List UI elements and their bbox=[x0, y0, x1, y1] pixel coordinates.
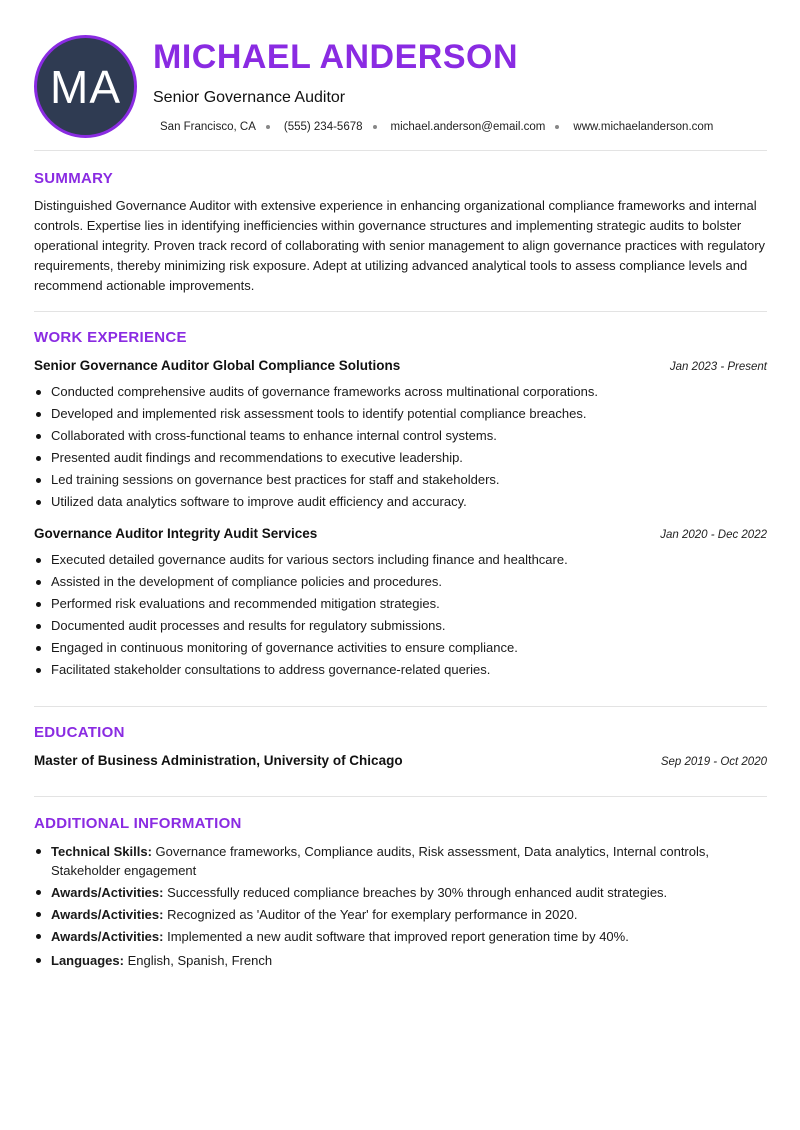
list-item bbox=[34, 842, 767, 880]
item-text: Implemented a new audit software that improved report generation time by 40%. bbox=[163, 929, 629, 944]
job-role: Senior Governance Auditor Global Compliance Solutions bbox=[34, 358, 401, 373]
education-heading: EDUCATION bbox=[34, 724, 125, 741]
list-item: Utilized data analytics software to improve audit efficiency and accuracy. bbox=[34, 491, 767, 513]
list-item: Presented audit findings and recommendations to executive leadership. bbox=[34, 447, 767, 469]
job-header bbox=[34, 358, 767, 373]
list-item: Documented audit processes and results for regulatory submissions. bbox=[34, 615, 767, 637]
item-label: Technical Skills: bbox=[51, 844, 152, 859]
item-text: Governance frameworks, Compliance audits, Risk assessment, Data analytics, Internal controls, Stakeholder engagement bbox=[51, 844, 709, 878]
job-dates: Jan 2020 - Dec 2022 bbox=[660, 529, 767, 541]
education-dates: Sep 2019 - Oct 2020 bbox=[660, 756, 767, 768]
contact-bar bbox=[160, 121, 713, 133]
section-divider bbox=[34, 796, 767, 797]
list-item: Engaged in continuous monitoring of governance activities to ensure compliance. bbox=[34, 637, 767, 659]
separator-dot bbox=[373, 125, 377, 129]
item-text: Successfully reduced compliance breaches by 30% through enhanced audit strategies. bbox=[163, 885, 668, 900]
job-bullets bbox=[34, 381, 767, 513]
item-label: Awards/Activities: bbox=[51, 885, 164, 900]
section-divider bbox=[34, 706, 767, 707]
item-text: English, Spanish, French bbox=[123, 953, 273, 968]
list-item bbox=[34, 905, 767, 924]
summary-heading: SUMMARY bbox=[34, 170, 114, 187]
item-label: Awards/Activities: bbox=[51, 929, 164, 944]
job-role: Governance Auditor Integrity Audit Services bbox=[34, 526, 318, 541]
list-item bbox=[34, 951, 767, 970]
avatar bbox=[34, 35, 137, 138]
list-item: Developed and implemented risk assessment tools to identify potential compliance breaches. bbox=[34, 403, 767, 425]
section-divider bbox=[34, 150, 767, 151]
avatar-initials: MA bbox=[50, 60, 121, 113]
item-label: Awards/Activities: bbox=[51, 907, 164, 922]
candidate-name: MICHAEL ANDERSON bbox=[153, 38, 519, 76]
contact-email[interactable]: michael.anderson@email.com bbox=[390, 121, 546, 133]
item-label: Languages: bbox=[51, 953, 124, 968]
list-item: Assisted in the development of compliance policies and procedures. bbox=[34, 571, 767, 593]
section-divider bbox=[34, 311, 767, 312]
degree: Master of Business Administration, University of Chicago bbox=[34, 753, 403, 768]
list-item: Facilitated stakeholder consultations to address governance-related queries. bbox=[34, 659, 767, 681]
separator-dot bbox=[266, 125, 270, 129]
contact-website[interactable]: www.michaelanderson.com bbox=[573, 121, 714, 133]
job-dates: Jan 2023 - Present bbox=[669, 361, 767, 373]
job-header bbox=[34, 526, 767, 541]
list-item: Performed risk evaluations and recommended mitigation strategies. bbox=[34, 593, 767, 615]
list-item bbox=[34, 883, 767, 902]
separator-dot bbox=[555, 125, 559, 129]
job-bullets bbox=[34, 549, 767, 681]
list-item bbox=[34, 927, 767, 946]
list-item: Collaborated with cross-functional teams to enhance internal control systems. bbox=[34, 425, 767, 447]
education-entry bbox=[34, 753, 767, 768]
list-item: Executed detailed governance audits for various sectors including finance and healthcare. bbox=[34, 549, 767, 571]
item-text: Recognized as 'Auditor of the Year' for exemplary performance in 2020. bbox=[163, 907, 578, 922]
work-experience-heading: WORK EXPERIENCE bbox=[34, 329, 187, 346]
candidate-title: Senior Governance Auditor bbox=[153, 89, 346, 106]
additional-info-list bbox=[34, 842, 767, 973]
contact-location: San Francisco, CA bbox=[160, 121, 256, 133]
summary-text: Distinguished Governance Auditor with extensive experience in enhancing organizational compliance frameworks and internal controls. Expertise lies in identifying inefficiencies within governance structures and implementing strategic audits to bolster operational integrity. Proven track record of collaborating with senior management to align governance practices with regulatory requirements, thereby minimizing risk exposure. Adept at utilizing advanced analytical tools to assess compliance levels and recommend actionable improvements. bbox=[34, 198, 766, 293]
additional-info-heading: ADDITIONAL INFORMATION bbox=[34, 815, 242, 832]
list-item: Led training sessions on governance best practices for staff and stakeholders. bbox=[34, 469, 767, 491]
contact-phone: (555) 234-5678 bbox=[283, 121, 363, 133]
list-item: Conducted comprehensive audits of governance frameworks across multinational corporations. bbox=[34, 381, 767, 403]
